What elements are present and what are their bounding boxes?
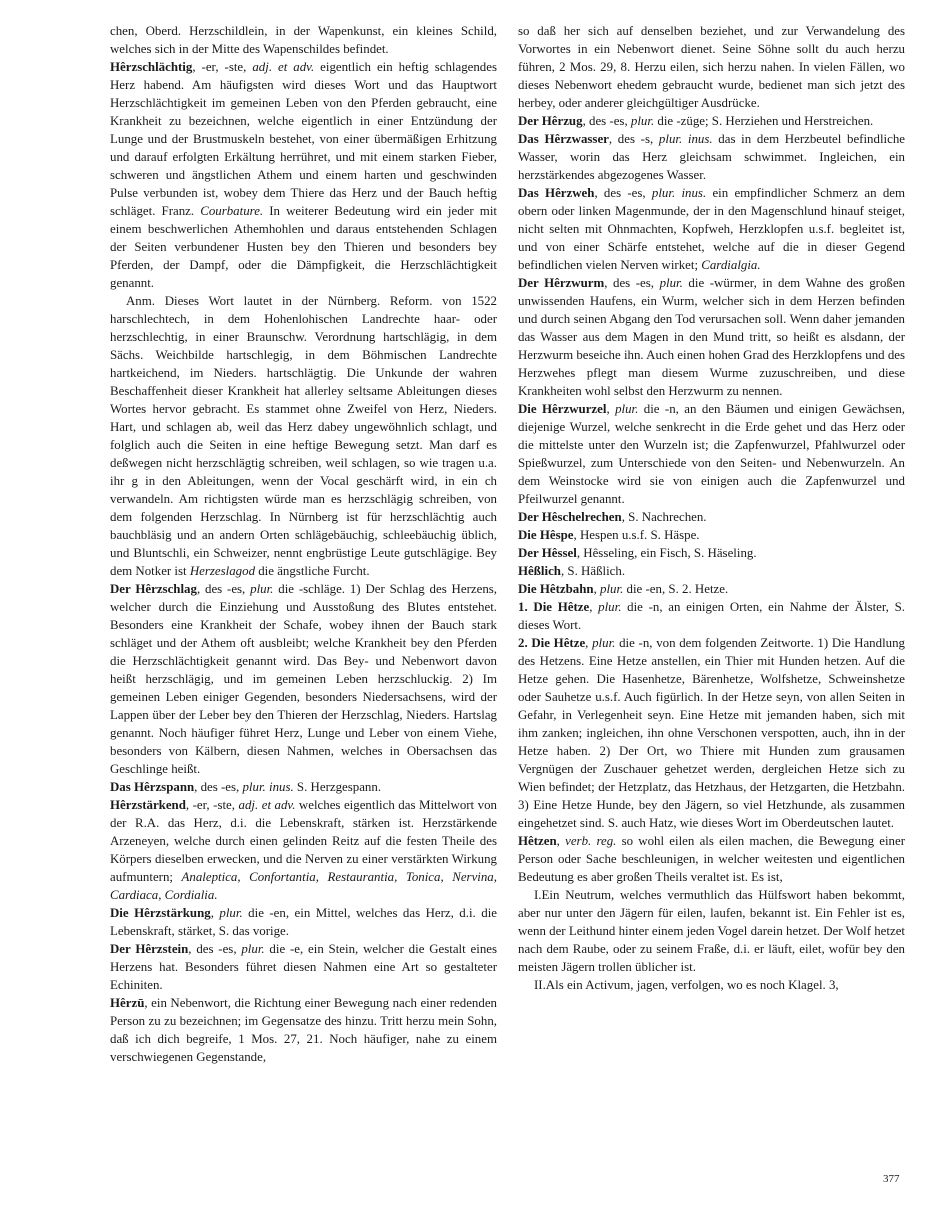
entry-text: , des -es, [582, 114, 631, 128]
dictionary-entry [518, 598, 905, 634]
italic-term: plur. [615, 402, 639, 416]
headword: Das Hêrzweh [518, 186, 595, 200]
entry-text: II.Als ein Activum, jagen, verfolgen, wo es noch Klagel. 3, [534, 978, 839, 992]
italic-term: Courbature. [200, 204, 264, 218]
page-number: 377 [883, 1173, 900, 1185]
entry-text: die -n, an einigen Orten, ein Nahme der Älster, S. dieses Wort. [518, 600, 905, 632]
entry-text: eigentlich ein heftig schlagendes Herz habend. Am häufigsten wird dieses Wort und das Hauptwort Herzschlächtigkeit im gemeinen Leben von den Pferden gebraucht, eine Krankheit zu bezeichnen, welche eigentlich in einer Entzündung der Lunge und der Brustmuskeln bestehet, von einer übermäßigen Erhitzung und darauf erfolgten Erkältung herrühret, und mit einem starken Fieber, schweren und ängstlichen Athem und einem harten und geschwinden Pulse verbunden ist, wobey dem Thiere das Herz und der Bauch heftig schläget. Franz. [110, 60, 497, 218]
entry-text: so wohl eilen als eilen machen, die Bewegung einer Person oder Sache beschleunigen, in welcher weitesten und eigentlichen Bedeutung es aber großen Theils veraltet ist. Es ist, [518, 834, 905, 884]
entry-text: , Hêsseling, ein Fisch, S. Häseling. [576, 546, 757, 560]
dictionary-entry [110, 796, 497, 904]
headword: Der Hêssel [518, 546, 577, 560]
entry-text: , [593, 582, 601, 596]
headword: 2. Die Hêtze [518, 636, 586, 650]
headword: Hêßlich [518, 564, 561, 578]
italic-term: plur. [630, 114, 655, 128]
entry-text: , [556, 834, 566, 848]
italic-term: adj. et adv. [238, 798, 296, 812]
dictionary-entry [518, 508, 905, 526]
entry-text: , [585, 636, 593, 650]
dictionary-entry [518, 580, 905, 598]
headword: Hêrzschlächtig [110, 60, 193, 74]
dictionary-entry [518, 130, 905, 184]
dictionary-entry [110, 580, 497, 778]
dictionary-entry [518, 544, 905, 562]
headword: Der Hêschelrechen [518, 510, 622, 524]
headword: Der Hêrzwurm [518, 276, 605, 290]
entry-text: die -züge; S. Herziehen und Herstreichen. [654, 114, 874, 128]
headword: Hêtzen [518, 834, 557, 848]
entry-text: , des -es, [188, 942, 242, 956]
headword: Das Hêrzspann [110, 780, 195, 794]
italic-term: plur. [659, 276, 683, 290]
italic-term: plur. [592, 636, 616, 650]
italic-term: Cardialgia. [701, 258, 761, 272]
left-text-column [110, 22, 497, 1066]
italic-term: plur. [219, 906, 243, 920]
headword: Die Hêrzstärkung [110, 906, 211, 920]
entry-text: In weiterer Bedeutung wird ein jeder mit einem beschwerlichen Athemhohlen und daraus entstehenden Schlagen der Seiten verbundener Husten bey den Thieren und besonders bey Pferden, der Dampf, oder die Dämpfigkeit, die Herzschlächtigkeit genannt. [110, 204, 497, 290]
entry-text: das in dem Herzbeutel befindliche Wasser, worin das Herz gleichsam schwimmet. Ingleichen, ein herzstärkendes abgezogenes Wasser. [518, 132, 906, 182]
entry-text: , des -es, [604, 276, 660, 290]
entry-text: so daß her sich auf denselben beziehet, und zur Verwandelung des Vorwortes in ein Nebenwort dienet. Seine Söhne sollt du auch herzu führen, 2 Mos. 29, 8. Herzu eilen, sich herzu nahen. In vielen Fällen, wo dieses Nebenwort ehedem gebraucht wurde, bedienet man sich jetzt des herbey, oder anderer gleichgültiger Ausdrücke. [518, 24, 905, 110]
dictionary-entry [518, 886, 905, 976]
dictionary-entry [110, 292, 497, 580]
entry-text: , des -es, [194, 780, 243, 794]
headword: Die Hêtzbahn [518, 582, 594, 596]
dictionary-entry [518, 526, 905, 544]
entry-text: , S. Nachrechen. [621, 510, 707, 524]
entry-text: chen, Oberd. Herzschildlein, in der Wapenkunst, ein kleines Schild, welches sich in der Mitte des Wapenschildes befindet. [110, 24, 497, 56]
entry-text: die -en, S. 2. Hetze. [623, 582, 729, 596]
entry-text: , des -es, [594, 186, 652, 200]
headword: Hêrzū [110, 996, 145, 1010]
headword: Der Hêrzug [518, 114, 583, 128]
entry-text: , S. Häßlich. [560, 564, 626, 578]
dictionary-entry [518, 184, 905, 274]
headword: 1. Die Hêtze [518, 600, 590, 614]
dictionary-entry [110, 904, 497, 940]
entry-text: , -er, -ste, [192, 60, 253, 74]
dictionary-entry [518, 832, 905, 886]
entry-text: die -en, ein Mittel, welches das Herz, d.i. die Lebenskraft, stärket, S. das vorige. [110, 906, 497, 938]
entry-text: , [606, 402, 616, 416]
right-text-column [518, 22, 905, 994]
italic-term: adj. et adv. [252, 60, 315, 74]
headword: Das Hêrzwasser [518, 132, 609, 146]
entry-text: , [589, 600, 599, 614]
entry-text: I.Ein Neutrum, welches vermuthlich das Hülfswort haben bekommt, aber nur unter den Jägern für eilen, laufen, bekannt ist. Ein Fehler ist es, wenn der Leithund hinter einem jeden Vogel darein hetzet. Der Wolf hetzet nach dem Raube, oder zu seinem Fraße, d.i. er läuft, eilet, wofür bey den meisten Jägern trollen üblicher ist. [518, 888, 905, 974]
entry-text: die -e, ein Stein, welcher die Gestalt eines Herzens hat. Besonders führet diesen Nahmen eine Art so gestalteter Echiniten. [110, 942, 498, 992]
headword: Hêrzstärkend [110, 798, 186, 812]
entry-text: , Hespen u.s.f. S. Häspe. [573, 528, 700, 542]
dictionary-entry [518, 274, 905, 400]
entry-text: , ein Nebenwort, die Richtung einer Bewegung nach einer redenden Person zu zu bezeichnen; im Gegensatze des hinzu. Tritt herzu mein Sohn, daß ich dich begreife, 1 Mos. 27, 21. Noch häufiger, nahe zu einem verschwiegenen Gegenstande, [110, 996, 497, 1064]
entry-text: S. Herzgespann. [293, 780, 382, 794]
italic-term: plur. [241, 942, 265, 956]
dictionary-entry [110, 58, 497, 292]
dictionary-entry [518, 976, 905, 994]
headword: Der Hêrzstein [110, 942, 189, 956]
dictionary-entry [518, 562, 905, 580]
dictionary-entry [518, 112, 905, 130]
italic-term: plur. [250, 582, 274, 596]
entry-text: die -n, an den Bäumen und einigen Gewächsen, diejenige Wurzel, welche senkrecht in die Erde gehet und das Herz oder die mittelste unter den Wurzeln ist; die Zapfenwurzel, Pfahlwurzel oder Spießwurzel, zum Unterschiede von den Seiten- und Nebenwurzeln. An dem Weinstocke wird sie von einigen auch die Zapfenwurzel und Pfeilwurzel genannt. [518, 402, 905, 506]
italic-term: verb. reg. [565, 834, 617, 848]
dictionary-entry [110, 778, 497, 796]
entry-text: die -n, von dem folgenden Zeitworte. 1) Die Handlung des Hetzens. Eine Hetze anstellen, ein Thier mit Hunden hetzen. Auf die Hetze gehen. Die Hasenhetze, Bärenhetze, Wolfshetze, Schweinshetze oder Sauhetze u.s.f. Auch figürlich. In der Hetze seyn, von allen Seiten in Gefahr, in Verlegenheit seyn. Eine Hetze mit jemanden haben, sich mit ihm zanken; ingleichen, ihn ohne Verschonen verspotten, auch, ihn in der Hetze haben. 2) Der Ort, wo Thiere mit Hunden zum grausamen Vergnügen der Zuschauer gehetzet werden, dergleichen Hetze sich zu Wien befindet; der Hetzplatz, das Hetzhaus, der Hetzgarten, die Hetzbahn. 3) Eine Hetze Hunde, bey den Jägern, so viel Hetzhunde, als zusammen eingehetzet sind. S. auch Hatz, wie dieses Wort im Oberdeutschen lautet. [518, 636, 905, 830]
dictionary-entry [518, 400, 905, 508]
headword: Die Hêrzwurzel [518, 402, 607, 416]
entry-text: ein empfindlicher Schmerz an dem obern oder linken Magenmunde, der in den Magenschlund hinauf steiget, nicht selten mit Ohnmachten, Kopfweh, Herzklopfen u.s.f. begleitet ist, und von einer Schärfe entstehet, welche auf die in dieser Gegend befindlichen vielen Nerven wirket; [518, 186, 906, 272]
entry-text: , des -es, [196, 582, 251, 596]
headword: Die Hêspe [518, 528, 574, 542]
entry-text: , des -s, [608, 132, 659, 146]
dictionary-entry [518, 22, 905, 112]
italic-term: plur. inus. [658, 132, 713, 146]
dictionary-entry [518, 634, 905, 832]
entry-text: die -würmer, in dem Wahne des großen unwissenden Haufens, ein Wurm, welcher sich in dem Herzen befinden und durch seinen Abgang den Tod verursachen soll. Wenn daher jemanden das Wasser aus dem Magen in den Mund tritt, so heißt es alsdann, der Herzwurm beseiche ihn. Auch einen hohen Grad des Herzklopfens und des Herzwehes pflegt man diesem Wurme zuzuschreiben, und diese Krankheiten wohl selbst den Herzwurm zu nennen. [518, 276, 906, 398]
dictionary-entry [110, 22, 497, 58]
italic-term: plur. [598, 600, 622, 614]
italic-term: Analeptica, Confortantia, Restaurantia, Tonica, Nervina, Cardiaca, Cordialia. [110, 870, 497, 902]
entry-text: die -schläge. 1) Der Schlag des Herzens, welcher durch die Einziehung und Ausstoßung des Blutes entstehet. Besonders eine Krankheit der Schafe, wobey ihnen der Bauch stark schläget und der Athem oft ausbleibt; welche Krankheit bey den Pferden die Herzschlächtigkeit genannt wird. Das Bey- und Nebenwort davon heißt herzschlägig, und im gemeinen Leben herzschluckig. 2) Im gemeinen Leben einiger Gegenden, besonders Niedersachsens, wird der Lappen über der Leber bey den Thieren der Herzschlag, Nieders. Hartslag genannt. Noch häufiger führet Herz, Lunge und Leber von einem Viehe, besonders von Kälbern, diesen Nahmen, welches in Obersachsen das Geschlinge heißt. [110, 582, 498, 776]
italic-term: plur. inus. [651, 186, 707, 200]
entry-text: Anm. Dieses Wort lautet in der Nürnberg. Reform. von 1522 harschlechtech, in dem Hohenlohischen Landrechte haar- oder herzschlechtig, in einer Braunschw. Verordnung hartschlägig, in dem Sächs. Weichbilde hartschlegig, in dem Böhmischen Landrechte hartkeichend, im Nieders. hartschlägtig. Die Unkunde der wahren Beschaffenheit dieser Krankheit hat allerley seltsame Ableitungen dieses Wortes hervor gebracht. Es stammet ohne Zweifel von Herz, Nieders. Hart, und schlagen ab, weil das Herz dabey ungewöhnlich schlagt, und folglich auch die Seiten in eine heftige Bewegung setzt. Man darf es deßwegen nicht herzschlägtig schreiben, weil schlagen, so wie tragen u.a. ihr g in den Ableitungen, wenn der Vocal geschärft wird, in ein ch verwandeln. Am richtigsten würde man es herzschlägig schreiben, von dem folgenden Herzschlag. In Nürnberg ist für herzschlächtig auch bauchbläsig und an andern Orten schlägebäuchig, schleebäuchig üblich, und Bluntschli, ein Schweizer, nennt engbrüstige Leute gutschlägige. Bey dem Notker ist [110, 294, 497, 578]
entry-text: die ängstliche Furcht. [255, 564, 370, 578]
headword: Der Hêrzschlag [110, 582, 197, 596]
entry-text: , -er, -ste, [185, 798, 239, 812]
entry-text: welches eigentlich das Mittelwort von der R.A. das Herz, d.i. die Lebenskraft, stärken ist. Herzstärkende Arzeneyen, welche durch einen gelinden Reitz auf die festen Theile des Körpers dieselben erwecken, und die Nerven zu einer verstärkten Wirkung aufmuntern; [110, 798, 497, 884]
italic-term: plur. inus. [242, 780, 294, 794]
italic-term: plur. [600, 582, 624, 596]
italic-term: Herzeslagod [189, 564, 256, 578]
entry-text: , [210, 906, 220, 920]
dictionary-entry [110, 994, 497, 1066]
dictionary-entry [110, 940, 497, 994]
